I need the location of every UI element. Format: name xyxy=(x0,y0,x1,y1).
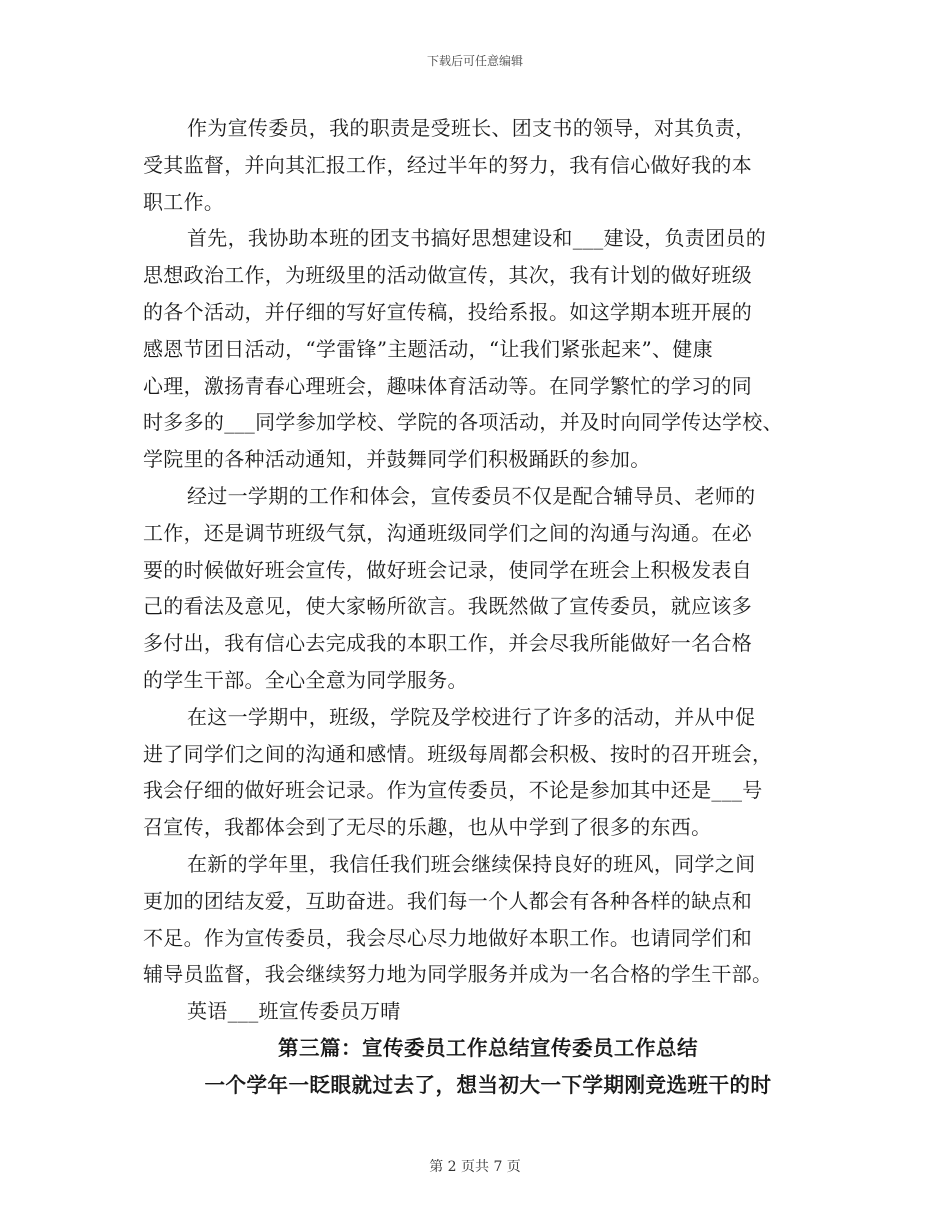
paragraph-line: 不足。作为宣传委员，我会尽心尽力地做好本职工作。也请同学们和 xyxy=(143,925,752,950)
paragraph-line: 的学生干部。全心全意为同学服务。 xyxy=(143,667,468,692)
page-header: 下载后可任意编辑 xyxy=(426,54,523,68)
section-title: 第三篇：宣传委员工作总结宣传委员工作总结 xyxy=(278,1035,698,1060)
paragraph-line: 在这一学期中，班级，学院及学校进行了许多的活动，并从中促 xyxy=(187,704,756,729)
paragraph-line: 时多多的___同学参加学校、学院的各项活动，并及时向同学传达学校、 xyxy=(143,410,783,435)
paragraph-line: 要的时候做好班会宣传，做好班会记录，使同学在班会上积极发表自 xyxy=(143,557,752,582)
paragraph-line: 在新的学年里，我信任我们班会继续保持良好的班风，同学之间 xyxy=(187,851,756,876)
paragraph-line: 的各个活动，并仔细的写好宣传稿，投给系报。如这学期本班开展的 xyxy=(143,299,752,324)
paragraph-line: 思想政治工作，为班级里的活动做宣传，其次，我有计划的做好班级 xyxy=(143,263,752,288)
paragraph-line: 召宣传，我都体会到了无尽的乐趣，也从中学到了很多的东西。 xyxy=(143,815,712,840)
paragraph-line: 工作，还是调节班级气氛，沟通班级同学们之间的沟通与沟通。在必 xyxy=(143,520,752,545)
paragraph-line: 受其监督，并向其汇报工作，经过半年的努力，我有信心做好我的本 xyxy=(143,152,752,177)
paragraph-line: 己的看法及意见，使大家畅所欲言。我既然做了宣传委员，就应该多 xyxy=(143,594,752,619)
paragraph-line: 辅导员监督，我会继续努力地为同学服务并成为一名合格的学生干部。 xyxy=(143,962,773,987)
paragraph-line: 多付出，我有信心去完成我的本职工作，并会尽我所能做好一名合格 xyxy=(143,631,752,656)
paragraph-line: 职工作。 xyxy=(143,189,225,214)
paragraph-line: 感恩节团日活动，“学雷锋”主题活动，“让我们紧张起来”、健康 xyxy=(143,336,713,361)
paragraph-line: 我会仔细的做好班会记录。作为宣传委员，不论是参加其中还是___号 xyxy=(143,778,763,803)
paragraph-line: 进了同学们之间的沟通和感情。班级每周都会积极、按时的召开班会， xyxy=(143,741,773,766)
signature-line: 英语___班宣传委员万晴 xyxy=(187,999,401,1024)
document-body xyxy=(143,110,833,1104)
paragraph-line: 经过一学期的工作和体会，宣传委员不仅是配合辅导员、老师的 xyxy=(187,483,756,508)
paragraph-line: 首先，我协助本班的团支书搞好思想建设和___建设，负责团员的 xyxy=(187,226,766,251)
paragraph-line: 心理，激扬青春心理班会，趣味体育活动等。在同学繁忙的学习的同 xyxy=(143,373,752,398)
paragraph-line: 作为宣传委员，我的职责是受班长、团支书的领导，对其负责， xyxy=(187,116,756,140)
page-footer: 第 2 页共 7 页 xyxy=(429,1159,521,1175)
paragraph-line: 更加的团结友爱，互助奋进。我们每一个人都会有各种各样的缺点和 xyxy=(143,888,752,913)
paragraph-line: 学院里的各种活动通知，并鼓舞同学们积极踊跃的参加。 xyxy=(143,447,651,472)
section-first-line: 一个学年一眨眼就过去了，想当初大一下学期刚竞选班干的时 xyxy=(204,1072,772,1097)
